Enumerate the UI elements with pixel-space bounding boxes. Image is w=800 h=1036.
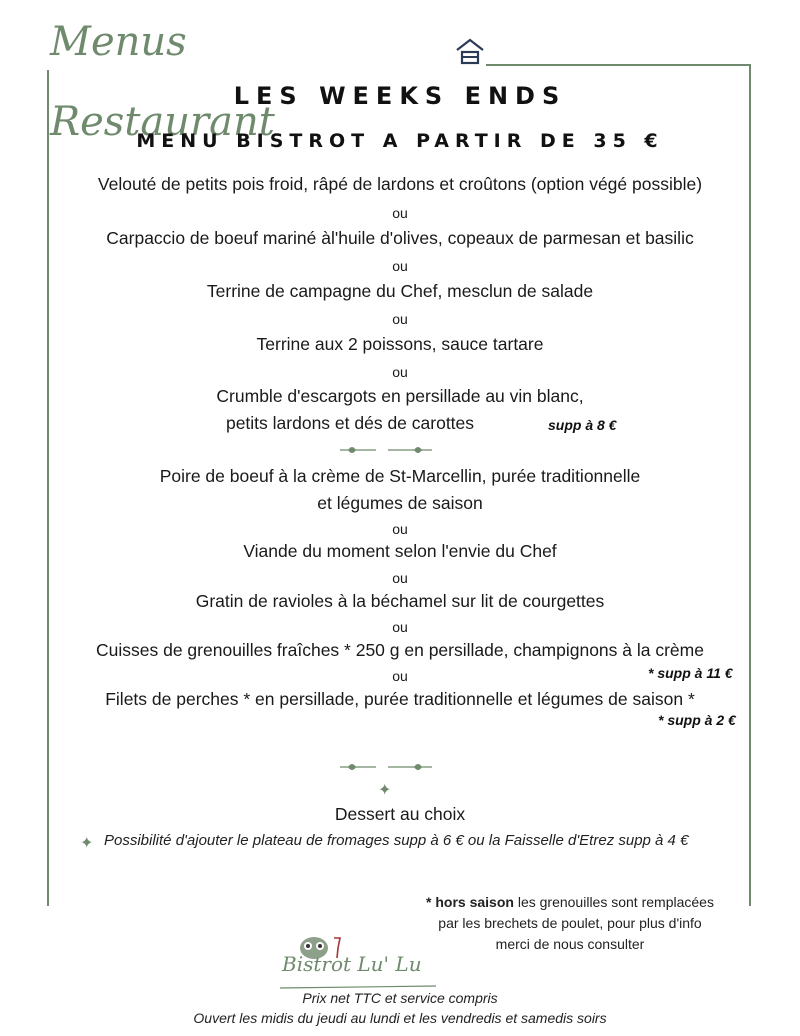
starter-item: Carpaccio de boeuf mariné àl'huile d'olives, copeaux de parmesan et basilic	[106, 228, 694, 248]
seasonal-note	[400, 892, 740, 955]
or-separator: ou	[392, 570, 408, 586]
main-item: et légumes de saison	[317, 493, 483, 513]
dessert-item: Dessert au choix	[334, 804, 466, 824]
sparkle-icon: ✦	[378, 780, 392, 799]
frame-top-line	[486, 64, 750, 66]
starter-item: petits lardons et dés de carottes	[225, 413, 475, 433]
cheese-option: Possibilité d'ajouter le plateau de fromages supp à 6 € ou la Faisselle d'Etrez supp à 4 €	[104, 832, 689, 849]
home-icon[interactable]	[454, 36, 486, 66]
leaf-divider-icon	[338, 758, 434, 776]
page-title: LES WEEKS ENDS	[233, 82, 567, 110]
or-separator: ou	[392, 205, 408, 221]
leaf-divider-icon	[338, 441, 434, 459]
or-separator: ou	[392, 311, 408, 327]
starter-item: Terrine de campagne du Chef, mesclun de salade	[206, 281, 594, 301]
note-line: par les brechets de poulet, pour plus d'info	[438, 915, 702, 931]
logo-text: Bistrot Lu' Lu	[282, 952, 422, 976]
supplement-label: * supp à 2 €	[658, 712, 736, 728]
supplement-label: * supp à 11 €	[648, 665, 733, 681]
starter-item: Crumble d'escargots en persillade au vin blanc,	[216, 386, 584, 406]
menu-subtitle: MENU BISTROT A PARTIR DE 35 €	[136, 130, 664, 152]
or-separator: ou	[392, 364, 408, 380]
frame-left-line	[47, 70, 49, 906]
starter-item: Velouté de petits pois froid, râpé de lardons et croûtons (option végé possible)	[97, 174, 703, 194]
main-item: Poire de boeuf à la crème de St-Marcellin, purée traditionnelle	[159, 466, 641, 486]
footer-line: Ouvert les midis du jeudi au lundi et les vendredis et samedis soirs	[193, 1010, 607, 1026]
note-text: les grenouilles sont remplacées	[513, 894, 714, 910]
or-separator: ou	[392, 668, 408, 684]
note-line: merci de nous consulter	[495, 936, 645, 952]
footer-line: Prix net TTC et service compris	[302, 990, 498, 1006]
script-title: Menus Restaurant	[50, 19, 275, 145]
main-item: Filets de perches * en persillade, purée traditionnelle et légumes de saison *	[105, 689, 695, 709]
supplement-label: supp à 8 €	[548, 417, 617, 433]
note-bold: * hors saison	[426, 894, 514, 910]
or-separator: ou	[392, 521, 408, 537]
main-item: Gratin de ravioles à la béchamel sur lit de courgettes	[195, 591, 605, 611]
sparkle-icon: ✦	[80, 833, 94, 852]
starter-item: Terrine aux 2 poissons, sauce tartare	[256, 334, 544, 354]
main-item: Cuisses de grenouilles fraîches * 250 g en persillade, champignons à la crème	[96, 640, 704, 660]
or-separator: ou	[392, 619, 408, 635]
main-item: Viande du moment selon l'envie du Chef	[243, 541, 557, 561]
or-separator: ou	[392, 258, 408, 274]
